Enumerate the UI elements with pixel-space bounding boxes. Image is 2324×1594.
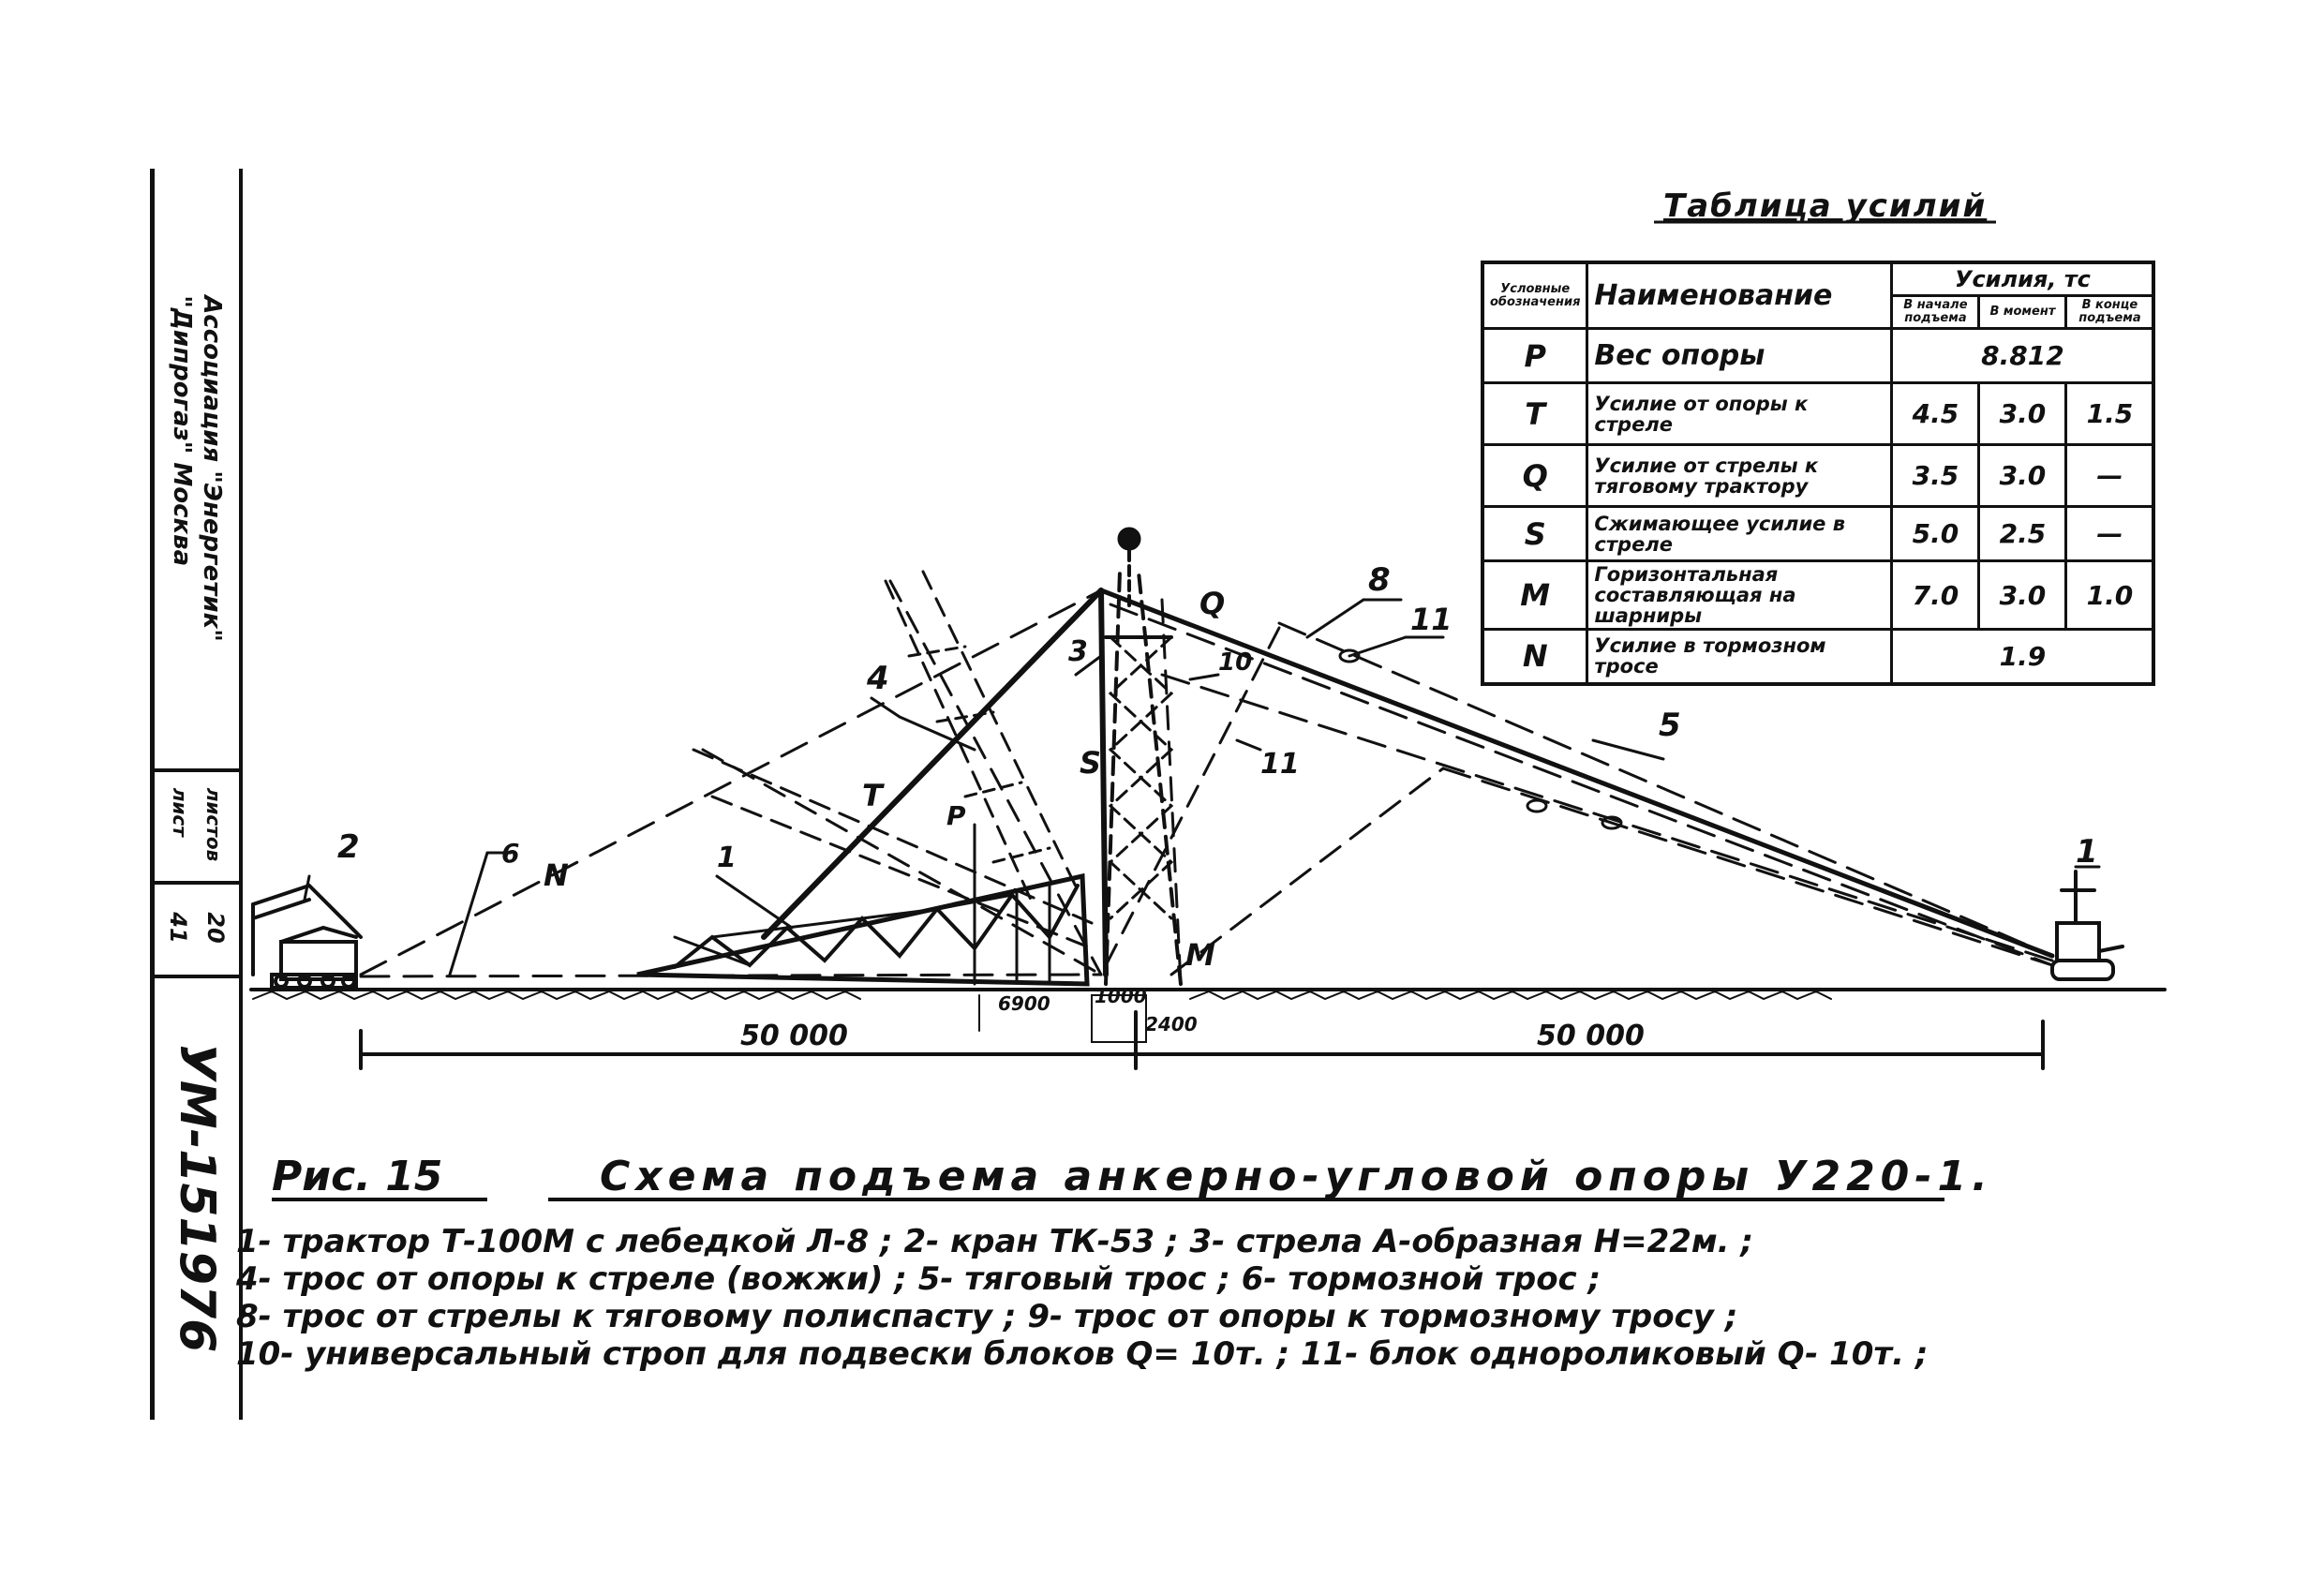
header-sub-start: В начале подъема <box>1892 296 1979 329</box>
figure-title: Схема подъема анкерно-угловой опоры У220-1. <box>600 1153 1993 1200</box>
stamp-org-line2: "Дипрогаз" Москва <box>168 295 196 567</box>
row-name: Сжимающее усилие в стреле <box>1587 507 1892 561</box>
stamp-doc-code: УМ-151976 <box>169 1042 225 1352</box>
header-forces: Усилия, тс <box>1892 262 2154 296</box>
force-label-t: T <box>862 778 883 813</box>
tower-top-node <box>1118 528 1140 550</box>
stamp-sheet-label: лист <box>169 787 191 837</box>
row-symbol: Q <box>1482 445 1587 507</box>
stamp-sheets-value: 20 <box>202 912 229 944</box>
row-name: Усилие от опоры к стреле <box>1587 383 1892 445</box>
tractor-t100m <box>2052 871 2123 979</box>
callout-rope-tower-boom: 4 <box>867 660 889 697</box>
table-row <box>1482 329 2153 383</box>
header-name: Наименование <box>1587 262 1892 329</box>
stamp-sheets-label: листов <box>202 787 225 862</box>
ground-hatch-right <box>1190 991 1831 999</box>
stamp-sheet-value: 41 <box>165 912 191 944</box>
callout-sling: 10 <box>1218 648 1253 677</box>
header-symbol: Условные обозначения <box>1482 262 1587 329</box>
callout-traction-rope: 5 <box>1659 707 1681 744</box>
callout-crane: 2 <box>337 828 360 866</box>
table-row <box>1482 630 2153 684</box>
figure-number: Рис. 15 <box>272 1153 443 1200</box>
brake-rope-upper <box>361 590 1101 975</box>
row-value: 8.812 <box>1892 329 2154 383</box>
callout-rope-boom-polyspast: 8 <box>1368 561 1391 599</box>
row-value: 1.0 <box>2066 561 2154 630</box>
callout-brake-rope: 6 <box>501 838 520 869</box>
brake-rope-ground <box>361 975 1101 976</box>
row-value: 3.0 <box>1979 445 2066 507</box>
dimension-2400: 2400 <box>1145 1013 1198 1035</box>
row-name: Вес опоры <box>1587 329 1892 383</box>
forces-table-header <box>1482 262 2153 296</box>
dimension-6900: 6900 <box>998 992 1050 1015</box>
row-value: 4.5 <box>1892 383 1979 445</box>
force-label-s: S <box>1080 745 1102 781</box>
row-value: 3.0 <box>1979 561 2066 630</box>
legend-line: 8- трос от стрелы к тяговому полиспасту ; 9- трос от опоры к тормозному тросу ; <box>236 1298 1738 1335</box>
row-value: 2.5 <box>1979 507 2066 561</box>
force-label-p: P <box>946 800 966 831</box>
legend <box>236 1223 2101 1373</box>
table-row <box>1482 383 2153 445</box>
forces-table <box>1481 261 2155 686</box>
dimension-1000: 1000 <box>1095 985 1147 1007</box>
row-symbol: P <box>1482 329 1587 383</box>
callout-tractor: 1 <box>2076 833 2098 871</box>
boom-right-leg <box>1101 590 1106 975</box>
stamp-org-line1: Ассоциация "Энергетик" <box>198 295 226 642</box>
callout-boom: 3 <box>1068 635 1088 668</box>
row-symbol: N <box>1482 630 1587 684</box>
legend-line: 1- трактор Т-100М с лебедкой Л-8 ; 2- кран ТК-53 ; 3- стрела А-образная Н=22м. ; <box>236 1223 1754 1260</box>
header-sub-end: В конце подъема <box>2066 296 2154 329</box>
table-row <box>1482 445 2153 507</box>
upright-tower-right-leg <box>1139 572 1181 984</box>
forces-table-title: Таблица усилий <box>1663 187 1988 225</box>
dimension-right: 50 000 <box>1537 1020 1645 1052</box>
callout-block-upper: 11 <box>1410 602 1452 637</box>
ground-hatch-left <box>253 991 860 999</box>
callout-tractor-lower: 1 <box>717 842 737 874</box>
row-symbol: M <box>1482 561 1587 630</box>
row-name: Усилие от стрелы к тяговому трактору <box>1587 445 1892 507</box>
table-row <box>1482 507 2153 561</box>
row-value: 7.0 <box>1892 561 1979 630</box>
row-name: Усилие в тормозном тросе <box>1587 630 1892 684</box>
table-row <box>1482 561 2153 630</box>
header-sub-mid: В момент <box>1979 296 2066 329</box>
row-value: — <box>2066 445 2154 507</box>
legend-line: 10- универсальный строп для подвески блоков Q= 10т. ; 11- блок однороликовый Q- 10т. ; <box>236 1335 1929 1373</box>
force-label-m: M <box>1185 937 1215 973</box>
row-value: 3.5 <box>1892 445 1979 507</box>
force-label-q: Q <box>1199 586 1226 621</box>
row-name: Горизонтальная составляющая на шарниры <box>1587 561 1892 630</box>
row-value: 1.5 <box>2066 383 2154 445</box>
callout-block-lower: 11 <box>1260 748 1300 781</box>
legend-line: 4- трос от опоры к стреле (вожжи) ; 5- тяговый трос ; 6- тормозной трос ; <box>236 1260 1601 1298</box>
row-value: — <box>2066 507 2154 561</box>
row-value: 5.0 <box>1892 507 1979 561</box>
row-value: 3.0 <box>1979 383 2066 445</box>
row-value: 1.9 <box>1892 630 2154 684</box>
row-symbol: S <box>1482 507 1587 561</box>
force-label-n: N <box>544 857 569 893</box>
dimension-left: 50 000 <box>740 1020 848 1052</box>
crane-tk53 <box>253 886 361 988</box>
row-symbol: T <box>1482 383 1587 445</box>
